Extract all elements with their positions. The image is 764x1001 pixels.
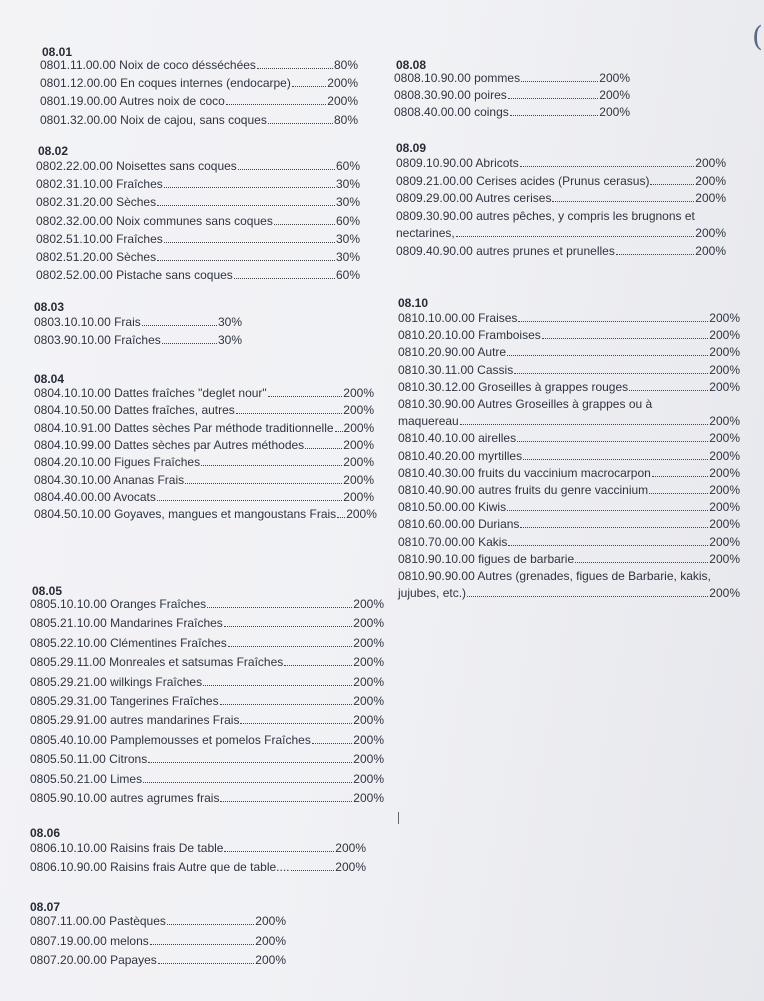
- tariff-rate: 200%: [695, 191, 726, 206]
- tariff-rate: 30%: [335, 250, 360, 264]
- tariff-rate: 200%: [255, 933, 286, 948]
- dot-leader: [508, 536, 708, 546]
- tariff-description: nectarines,: [396, 226, 455, 241]
- tariff-rate: 200%: [353, 597, 384, 611]
- tariff-description: 0808.40.00.00 coings: [394, 105, 509, 119]
- dot-leader: [150, 935, 255, 945]
- tariff-line: [30, 713, 384, 727]
- tariff-line: [40, 113, 358, 127]
- tariff-line: [30, 772, 384, 786]
- tariff-line: [394, 71, 630, 85]
- tariff-rate: 200%: [335, 841, 366, 855]
- dot-leader: [148, 753, 352, 763]
- tariff-rate: 200%: [353, 674, 384, 689]
- dot-leader: [552, 192, 694, 202]
- tariff-rate: 30%: [335, 195, 360, 210]
- dot-leader: [542, 329, 709, 339]
- tariff-rate: 30%: [217, 333, 242, 348]
- tariff-description: 0810.30.90.00 Autres Groseilles à grappes ou à: [398, 397, 653, 411]
- dot-leader: [220, 695, 353, 705]
- dot-leader: [268, 387, 343, 397]
- tariff-description: 0804.50.10.00 Goyaves, mangues et mangoustans Frais: [34, 507, 337, 522]
- tariff-description: 0801.11.00.00 Noix de coco désséchées: [40, 58, 256, 72]
- tariff-line: [398, 483, 740, 497]
- dot-leader: [224, 617, 353, 627]
- dot-leader: [207, 598, 352, 608]
- tariff-line: [30, 953, 286, 967]
- tariff-rate: 200%: [343, 420, 375, 435]
- tariff-rate: 200%: [343, 455, 374, 470]
- tariff-rate: 200%: [327, 94, 358, 109]
- tariff-line: [40, 94, 358, 108]
- tariff-line: [40, 76, 358, 90]
- tariff-description: 0801.32.00.00 Noix de cajou, sans coques: [40, 112, 267, 127]
- tariff-rate: 200%: [343, 472, 374, 487]
- tariff-description: 0810.10.00.00 Fraises: [398, 311, 518, 325]
- dot-leader: [518, 312, 708, 322]
- tariff-line: [398, 380, 740, 394]
- tariff-description: 0803.90.10.00 Fraîches: [34, 333, 161, 348]
- tariff-line: [30, 616, 384, 630]
- tariff-rate: 60%: [335, 159, 360, 173]
- tariff-description: 0805.22.10.00 Clémentines Fraîches: [30, 635, 227, 650]
- dot-leader: [517, 432, 708, 442]
- tariff-rate: 200%: [695, 244, 726, 258]
- tariff-rate: 80%: [333, 58, 358, 72]
- tariff-line: [398, 449, 740, 463]
- tariff-line: [30, 655, 384, 669]
- tariff-line: [36, 250, 360, 264]
- tariff-description: 0809.40.90.00 autres prunes et prunelles: [396, 244, 615, 258]
- tariff-description: 0805.29.21.00 wilkings Fraîches: [30, 674, 203, 689]
- tariff-rate: 200%: [709, 500, 740, 515]
- tariff-description: 0810.40.90.00 autres fruits du genre vaccinium: [398, 483, 649, 497]
- tariff-line: [30, 752, 384, 766]
- dot-leader: [226, 95, 326, 105]
- tariff-description: 0805.50.11.00 Citrons: [30, 752, 148, 767]
- tariff-line: [398, 552, 740, 566]
- section-heading: 08.09: [396, 141, 427, 155]
- dot-leader: [514, 364, 708, 374]
- tariff-rate: 200%: [327, 76, 358, 91]
- tariff-description: 0801.12.00.00 En coques internes (endocarpe): [40, 76, 291, 91]
- dot-leader: [292, 77, 326, 87]
- dot-leader: [650, 175, 694, 185]
- tariff-line: [398, 466, 740, 480]
- dot-leader: [508, 89, 599, 99]
- dot-leader: [167, 915, 254, 925]
- tariff-description: 0810.20.10.00 Framboises: [398, 328, 541, 343]
- dot-leader: [520, 157, 695, 167]
- dot-leader: [257, 59, 333, 69]
- dot-leader: [157, 491, 342, 501]
- tariff-line: [396, 244, 726, 258]
- dot-leader: [456, 227, 695, 237]
- dot-leader: [649, 484, 708, 494]
- tariff-rate: 30%: [335, 231, 360, 246]
- tariff-description: 0810.60.00.00 Durians: [398, 517, 520, 532]
- tariff-rate: 200%: [709, 311, 740, 325]
- tariff-line: [34, 455, 374, 469]
- page-edge-mark: (: [752, 20, 763, 53]
- dot-leader: [305, 439, 342, 449]
- tariff-rate: 200%: [695, 226, 726, 241]
- tariff-rate: 200%: [353, 694, 384, 708]
- tariff-description: 0810.30.11.00 Cassis: [398, 362, 514, 377]
- section-heading: 08.08: [396, 58, 427, 72]
- section-heading: 08.06: [30, 826, 61, 840]
- dot-leader: [236, 404, 343, 414]
- dot-leader: [201, 456, 342, 466]
- tariff-line: [34, 421, 374, 435]
- tariff-rate: 200%: [709, 379, 740, 394]
- dot-leader: [335, 422, 343, 432]
- tariff-description: 0804.40.00.00 Avocats: [34, 489, 156, 504]
- tariff-description: 0810.40.20.00 myrtilles: [398, 448, 523, 463]
- dot-leader: [240, 714, 352, 724]
- tariff-line: [36, 159, 360, 173]
- section-heading: 08.04: [34, 372, 65, 386]
- tariff-rate: 200%: [709, 534, 740, 549]
- tariff-line: [398, 397, 740, 411]
- dot-leader: [143, 773, 352, 783]
- tariff-rate: 200%: [709, 414, 740, 429]
- tariff-line: [40, 58, 358, 72]
- tariff-description: maquereau: [398, 414, 459, 429]
- dot-leader: [158, 954, 255, 964]
- tariff-line: [34, 507, 377, 522]
- dot-leader: [629, 381, 708, 391]
- tariff-line: [398, 535, 740, 549]
- tariff-rate: 30%: [335, 177, 360, 192]
- tariff-rate: 200%: [343, 386, 374, 400]
- tariff-description: 0805.40.10.00 Pamplemousses et pomelos Fraîches: [30, 732, 311, 747]
- tariff-description: 0802.51.20.00 Sèches: [36, 250, 157, 264]
- tariff-line: [34, 438, 374, 452]
- tariff-line: [34, 315, 242, 329]
- tariff-rate: 200%: [343, 489, 374, 504]
- tariff-line: [398, 414, 740, 428]
- tariff-rate: 200%: [709, 362, 740, 377]
- dot-leader: [507, 501, 708, 511]
- tariff-rate: 200%: [599, 88, 630, 102]
- margin-tick: [398, 812, 399, 824]
- tariff-description: 0805.29.31.00 Tangerines Fraîches: [30, 694, 219, 708]
- tariff-description: 0810.40.10.00 airelles: [398, 431, 517, 446]
- tariff-line: [30, 733, 384, 747]
- tariff-line: [30, 694, 384, 708]
- tariff-description: 0810.20.90.00 Autre: [398, 345, 507, 360]
- tariff-rate: 200%: [599, 105, 630, 119]
- dot-leader: [157, 196, 335, 206]
- tariff-line: [398, 345, 740, 359]
- tariff-description: 0801.19.00.00 Autres noix de coco: [40, 94, 225, 109]
- dot-leader: [467, 587, 708, 597]
- tariff-rate: 200%: [353, 616, 384, 631]
- tariff-description: 0804.10.10.00 Dattes fraîches "deglet nour": [34, 386, 267, 400]
- tariff-line: [34, 333, 242, 347]
- dot-leader: [164, 233, 335, 243]
- tariff-line: [30, 675, 384, 689]
- dot-leader: [185, 474, 342, 484]
- tariff-description: 0808.30.90.00 poires: [394, 88, 507, 102]
- tariff-line: [398, 431, 740, 445]
- tariff-description: 0802.31.20.00 Sèches: [36, 195, 157, 210]
- tariff-description: 0807.19.00.00 melons: [30, 933, 149, 948]
- tariff-line: [34, 473, 374, 487]
- tariff-description: 0810.40.30.00 fruits du vaccinium macrocarpon: [398, 465, 651, 480]
- section-heading: 08.03: [34, 300, 65, 314]
- dot-leader: [510, 106, 599, 116]
- tariff-line: [34, 386, 374, 400]
- tariff-rate: 200%: [346, 507, 377, 522]
- tariff-description: 0809.10.90.00 Abricots: [396, 156, 519, 170]
- tariff-description: 0807.20.00.00 Papayes: [30, 953, 157, 968]
- tariff-line: [36, 177, 360, 191]
- tariff-description: 0810.30.12.00 Groseilles à grappes rouges: [398, 379, 629, 394]
- tariff-rate: 200%: [343, 437, 374, 452]
- dot-leader: [616, 245, 694, 255]
- tariff-rate: 30%: [217, 315, 242, 329]
- tariff-description: 0805.90.10.00 autres agrumes frais: [30, 791, 220, 805]
- tariff-description: jujubes, etc.): [398, 586, 467, 601]
- tariff-description: 0806.10.90.00 Raisins frais Autre que de table....: [30, 860, 290, 874]
- tariff-rate: 200%: [353, 732, 384, 747]
- tariff-description: 0805.21.10.00 Mandarines Fraîches: [30, 616, 223, 631]
- dot-leader: [291, 861, 335, 871]
- tariff-line: [394, 88, 630, 102]
- tariff-description: 0805.50.21.00 Limes: [30, 771, 143, 786]
- tariff-description: 0809.21.00.00 Cerises acides (Prunus cerasus): [396, 173, 650, 188]
- tariff-rate: 200%: [353, 655, 384, 670]
- tariff-rate: 200%: [709, 551, 740, 566]
- dot-leader: [203, 676, 352, 686]
- tariff-description: 0804.20.10.00 Figues Fraîches: [34, 455, 201, 470]
- tariff-line: [30, 636, 384, 650]
- tariff-rate: 60%: [335, 213, 360, 228]
- tariff-rate: 200%: [709, 345, 740, 360]
- dot-leader: [284, 656, 352, 666]
- dot-leader: [162, 334, 217, 344]
- dot-leader: [157, 251, 335, 261]
- tariff-description: 0802.31.10.00 Fraîches: [36, 177, 163, 192]
- tariff-line: [398, 569, 740, 583]
- tariff-rate: 200%: [353, 752, 384, 767]
- tariff-line: [398, 311, 740, 325]
- tariff-description: 0810.90.10.00 figues de barbarie: [398, 551, 575, 566]
- tariff-description: 0802.22.00.00 Noisettes sans coques: [36, 159, 237, 173]
- dot-leader: [523, 450, 708, 460]
- dot-leader: [142, 316, 217, 326]
- tariff-rate: 200%: [353, 713, 384, 728]
- tariff-line: [396, 226, 726, 240]
- tariff-description: 0805.29.91.00 autres mandarines Frais: [30, 713, 240, 728]
- tariff-line: [398, 328, 740, 342]
- dot-leader: [234, 269, 335, 279]
- tariff-rate: 200%: [709, 328, 740, 343]
- tariff-rate: 200%: [353, 791, 384, 805]
- dot-leader: [238, 160, 335, 170]
- section-heading: 08.01: [42, 45, 73, 59]
- dot-leader: [274, 215, 335, 225]
- tariff-rate: 200%: [255, 953, 286, 968]
- tariff-line: [34, 490, 374, 504]
- dot-leader: [268, 114, 333, 124]
- tariff-description: 0804.10.50.00 Dattes fraîches, autres: [34, 403, 235, 418]
- tariff-rate: 200%: [599, 71, 630, 85]
- tariff-description: 0810.70.00.00 Kakis: [398, 534, 508, 549]
- tariff-description: 0804.10.91.00 Dattes sèches Par méthode traditionnelle: [34, 420, 334, 435]
- tariff-line: [394, 105, 630, 119]
- tariff-line: [34, 403, 374, 417]
- tariff-line: [36, 232, 360, 246]
- tariff-line: [396, 191, 726, 205]
- tariff-description: 0808.10.90.00 pommes: [394, 71, 521, 85]
- tariff-description: 0802.51.10.00 Fraîches: [36, 231, 163, 246]
- tariff-description: 0805.10.10.00 Oranges Fraîches: [30, 597, 207, 611]
- tariff-line: [36, 268, 360, 282]
- tariff-rate: 200%: [709, 517, 740, 532]
- tariff-description: 0809.30.90.00 autres pêches, y compris les brugnons et: [396, 208, 695, 223]
- tariff-line: [396, 209, 726, 223]
- dot-leader: [164, 178, 335, 188]
- dot-leader: [337, 508, 345, 518]
- section-heading: 08.07: [30, 900, 61, 914]
- dot-leader: [575, 553, 708, 563]
- tariff-description: 0803.10.10.00 Frais: [34, 315, 141, 329]
- tariff-description: 0807.11.00.00 Pastèques: [30, 914, 166, 928]
- tariff-rate: 200%: [343, 403, 374, 418]
- tariff-line: [398, 363, 740, 377]
- tariff-rate: 200%: [255, 914, 286, 928]
- tariff-line: [30, 934, 286, 948]
- section-heading: 08.02: [38, 144, 69, 158]
- tariff-rate: 200%: [695, 173, 726, 188]
- tariff-rate: 200%: [353, 635, 384, 650]
- dot-leader: [520, 518, 708, 528]
- tariff-line: [30, 841, 366, 855]
- tariff-description: 0810.90.90.00 Autres (grenades, figues de Barbarie, kakis,: [398, 569, 711, 583]
- tariff-description: 0809.29.00.00 Autres cerises: [396, 191, 552, 206]
- tariff-line: [398, 517, 740, 531]
- dot-leader: [460, 415, 709, 425]
- tariff-rate: 200%: [695, 156, 726, 170]
- tariff-line: [36, 195, 360, 209]
- dot-leader: [312, 734, 352, 744]
- tariff-description: 0802.32.00.00 Noix communes sans coques: [36, 213, 273, 228]
- tariff-rate: 200%: [709, 586, 740, 601]
- tariff-line: [30, 791, 384, 805]
- dot-leader: [228, 637, 353, 647]
- section-heading: 08.10: [398, 296, 429, 310]
- tariff-line: [30, 860, 366, 874]
- dot-leader: [224, 842, 334, 852]
- dot-leader: [507, 346, 708, 356]
- dot-leader: [521, 72, 598, 82]
- tariff-description: 0802.52.00.00 Pistache sans coques: [36, 268, 233, 283]
- tariff-rate: 200%: [709, 483, 740, 497]
- tariff-line: [398, 500, 740, 514]
- tariff-description: 0806.10.10.00 Raisins frais De table: [30, 841, 224, 855]
- dot-leader: [652, 467, 708, 477]
- tariff-line: [30, 914, 286, 928]
- section-heading: 08.05: [32, 584, 63, 598]
- tariff-description: 0804.10.99.00 Dattes sèches par Autres méthodes: [34, 437, 305, 452]
- tariff-description: 0810.50.00.00 Kiwis: [398, 500, 507, 515]
- tariff-rate: 200%: [353, 771, 384, 786]
- tariff-rate: 200%: [335, 860, 366, 874]
- tariff-line: [396, 156, 726, 170]
- tariff-line: [36, 214, 360, 228]
- tariff-line: [30, 597, 384, 611]
- dot-leader: [220, 792, 352, 802]
- tariff-rate: 200%: [709, 465, 740, 480]
- tariff-rate: 80%: [333, 112, 358, 127]
- tariff-description: 0804.30.10.00 Ananas Frais: [34, 472, 185, 487]
- tariff-description: 0805.29.11.00 Monreales et satsumas Fraîches: [30, 655, 284, 670]
- tariff-line: [396, 174, 726, 188]
- tariff-rate: 200%: [709, 448, 740, 463]
- tariff-line: [398, 586, 740, 600]
- tariff-rate: 60%: [335, 268, 360, 283]
- tariff-rate: 200%: [709, 431, 740, 446]
